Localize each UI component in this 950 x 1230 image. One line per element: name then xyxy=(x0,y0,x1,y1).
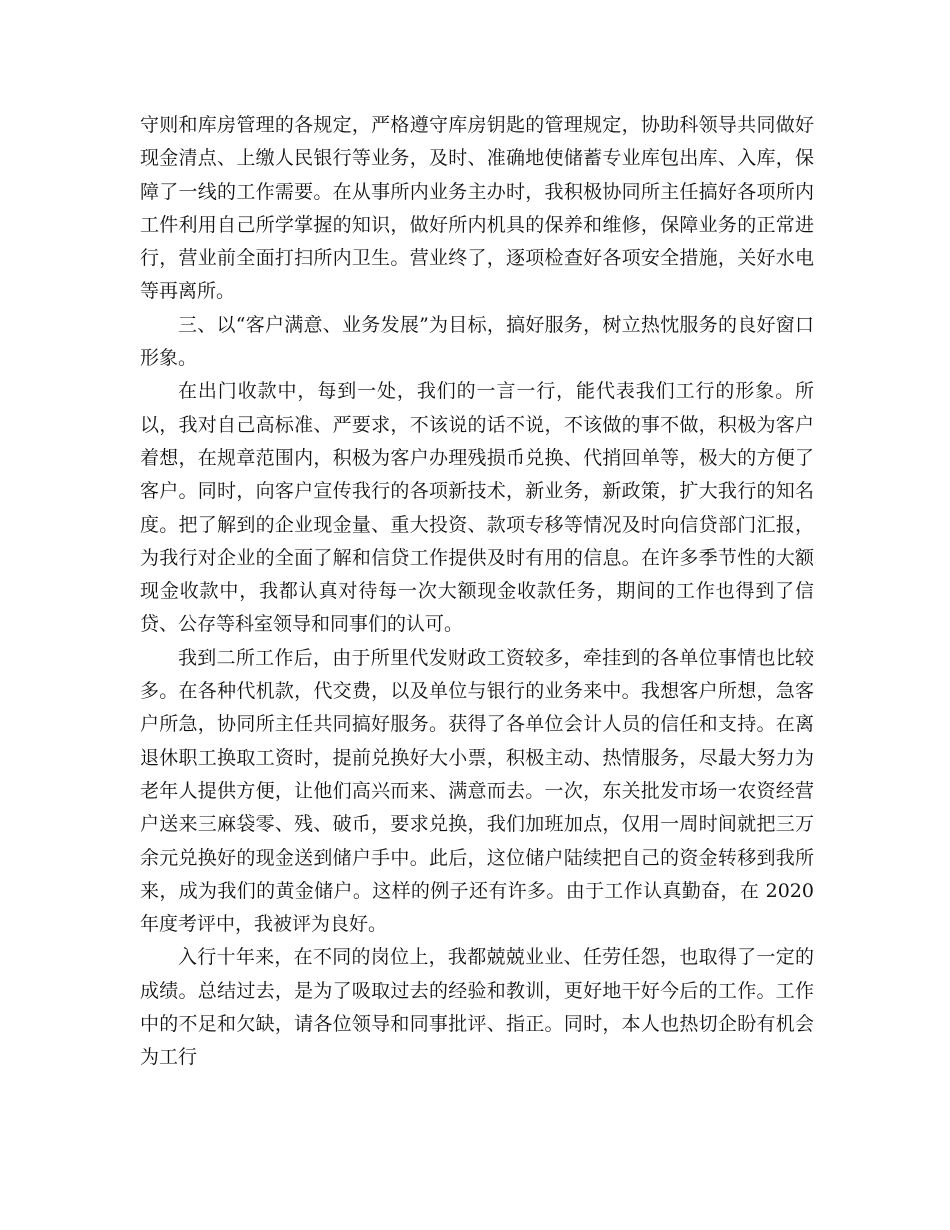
paragraph-section-heading: 三、以“客户满意、业务发展”为目标，搞好服务，树立热忱服务的良好窗口形象。 xyxy=(140,313,814,370)
document-body xyxy=(140,109,814,1075)
paragraph-collection: 在出门收款中，每到一处，我们的一言一行，能代表我们工行的形象。所以，我对自己高标准、严要求，不该说的话不说，不该做的事不做，积极为客户着想，在规章范围内，积极为客户办理残损币兑换、代捎回单等，极大的方便了客户。同时，向客户宣传我行的各项新技术，新业务，新政策，扩大我行的知名度。把了解到的企业现金量、重大投资、款项专移等情况及时向信贷部门汇报，为我行对企业的全面了解和信贷工作提供及时有用的信息。在许多季节性的大额现金收款中，我都认真对待每一次大额现金收款任务，期间的工作也得到了信贷、公存等科室领导和同事们的认可。 xyxy=(140,380,814,636)
paragraph-summary: 入行十年来，在不同的岗位上，我都兢兢业业、任劳任怨，也取得了一定的成绩。总结过去，是为了吸取过去的经验和教训，更好地干好今后的工作。工作中的不足和欠缺，请各位领导和同事批评、指正。同时，本人也热切企盼有机会为工行 xyxy=(140,946,814,1069)
paragraph-second-branch: 我到二所工作后，由于所里代发财政工资较多，牵挂到的各单位事情也比较多。在各种代机款，代交费，以及单位与银行的业务来中。我想客户所想，急客户所急，协同所主任共同搞好服务。获得了各单位会计人员的信任和支持。在离退休职工换取工资时，提前兑换好大小票，积极主动、热情服务，尽最大努力为老年人提供方便，让他们高兴而来、满意而去。一次，东关批发市场一农资经营户送来三麻袋零、残、破币，要求兑换，我们加班加点，仅用一周时间就把三万余元兑换好的现金送到储户手中。此后，这位储户陆续把自己的资金转移到我所来，成为我们的黄金储户。这样的例子还有许多。由于工作认真勤奋，在 2020 年度考评中，我被评为良好。 xyxy=(140,646,814,936)
paragraph-continued: 守则和库房管理的各规定，严格遵守库房钥匙的管理规定，协助科领导共同做好现金清点、上缴人民银行等业务，及时、准确地使储蓄专业库包出库、入库，保障了一线的工作需要。在从事所内业务主办时，我积极协同所主任搞好各项所内工件利用自己所学掌握的知识，做好所内机具的保养和维修，保障业务的正常进行，营业前全面打扫所内卫生。营业终了，逐项检查好各项安全措施，关好水电等再离所。 xyxy=(140,114,814,303)
